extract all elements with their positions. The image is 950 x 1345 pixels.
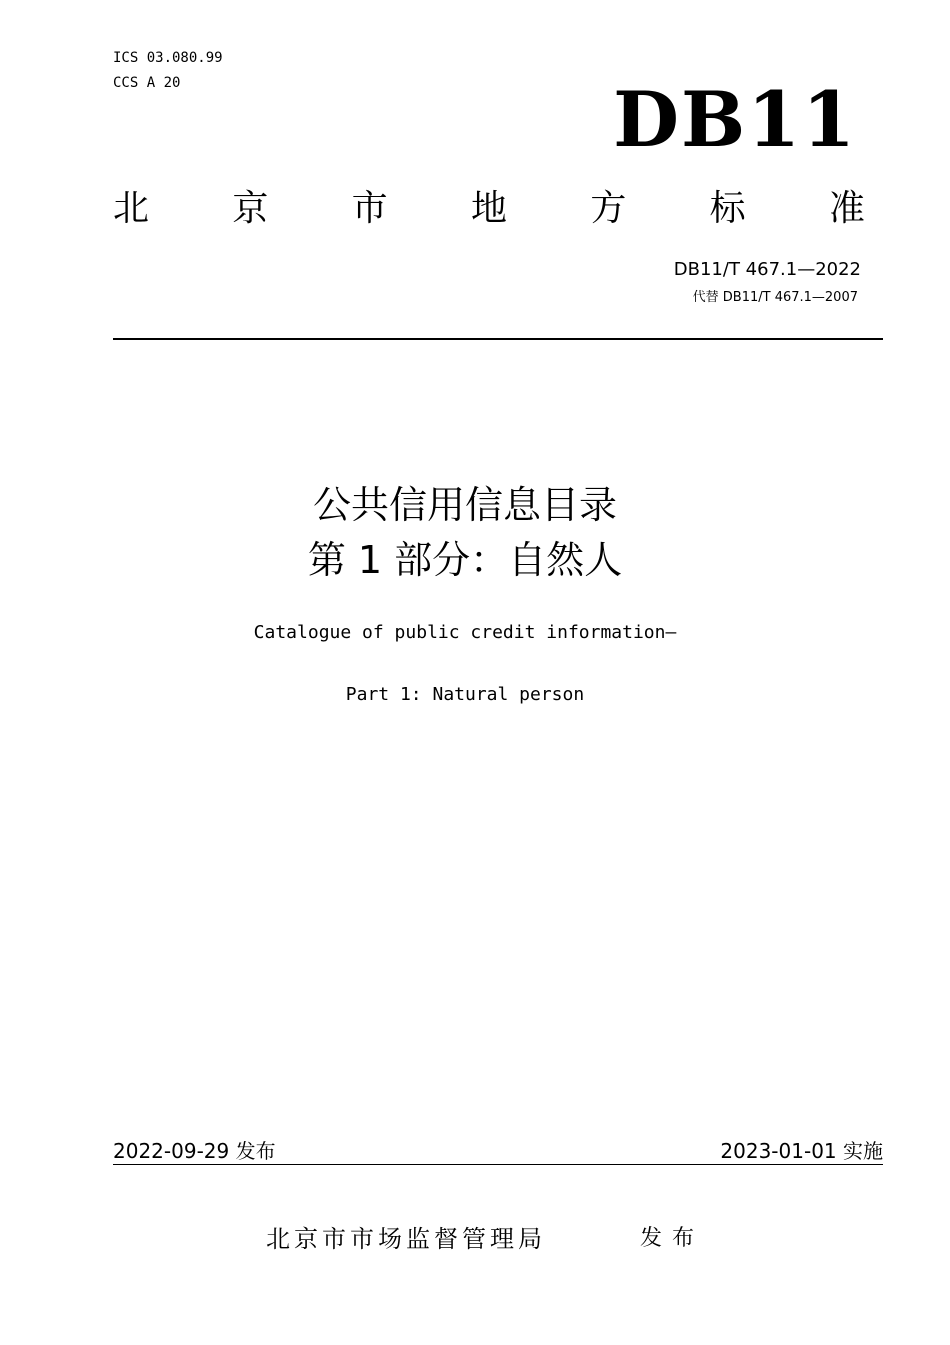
category-char: 地: [470, 188, 507, 229]
header-divider: [113, 338, 883, 340]
footer-divider: [113, 1164, 883, 1165]
category-char: 北: [113, 188, 150, 229]
category-char: 方: [590, 188, 627, 229]
implementation-date: 2023-01-01 实施: [720, 1139, 883, 1163]
standard-logo: DB11: [613, 75, 857, 164]
issue-label: 发布: [640, 1226, 705, 1251]
ccs-code: CCS A 20: [113, 75, 181, 91]
replaces-number: 代替 DB11/T 467.1—2007: [692, 290, 858, 305]
category-char: 准: [828, 188, 865, 229]
category-char: 标: [709, 188, 746, 229]
english-title-line-2: Part 1: Natural person: [345, 684, 585, 705]
category-char: 市: [351, 188, 388, 229]
issuing-authority: 北京市市场监督管理局: [266, 1225, 546, 1253]
chinese-title-line-2: 第 1 部分：自然人: [307, 538, 623, 582]
ics-code: ICS 03.080.99: [113, 50, 223, 66]
chinese-title-line-1: 公共信用信息目录: [312, 483, 617, 527]
english-title-line-1: Catalogue of public credit information—: [253, 622, 677, 643]
publish-date: 2022-09-29 发布: [113, 1139, 276, 1163]
category-char: 京: [232, 188, 269, 229]
standard-number: DB11/T 467.1—2022: [673, 259, 861, 280]
standard-category: [113, 184, 865, 234]
